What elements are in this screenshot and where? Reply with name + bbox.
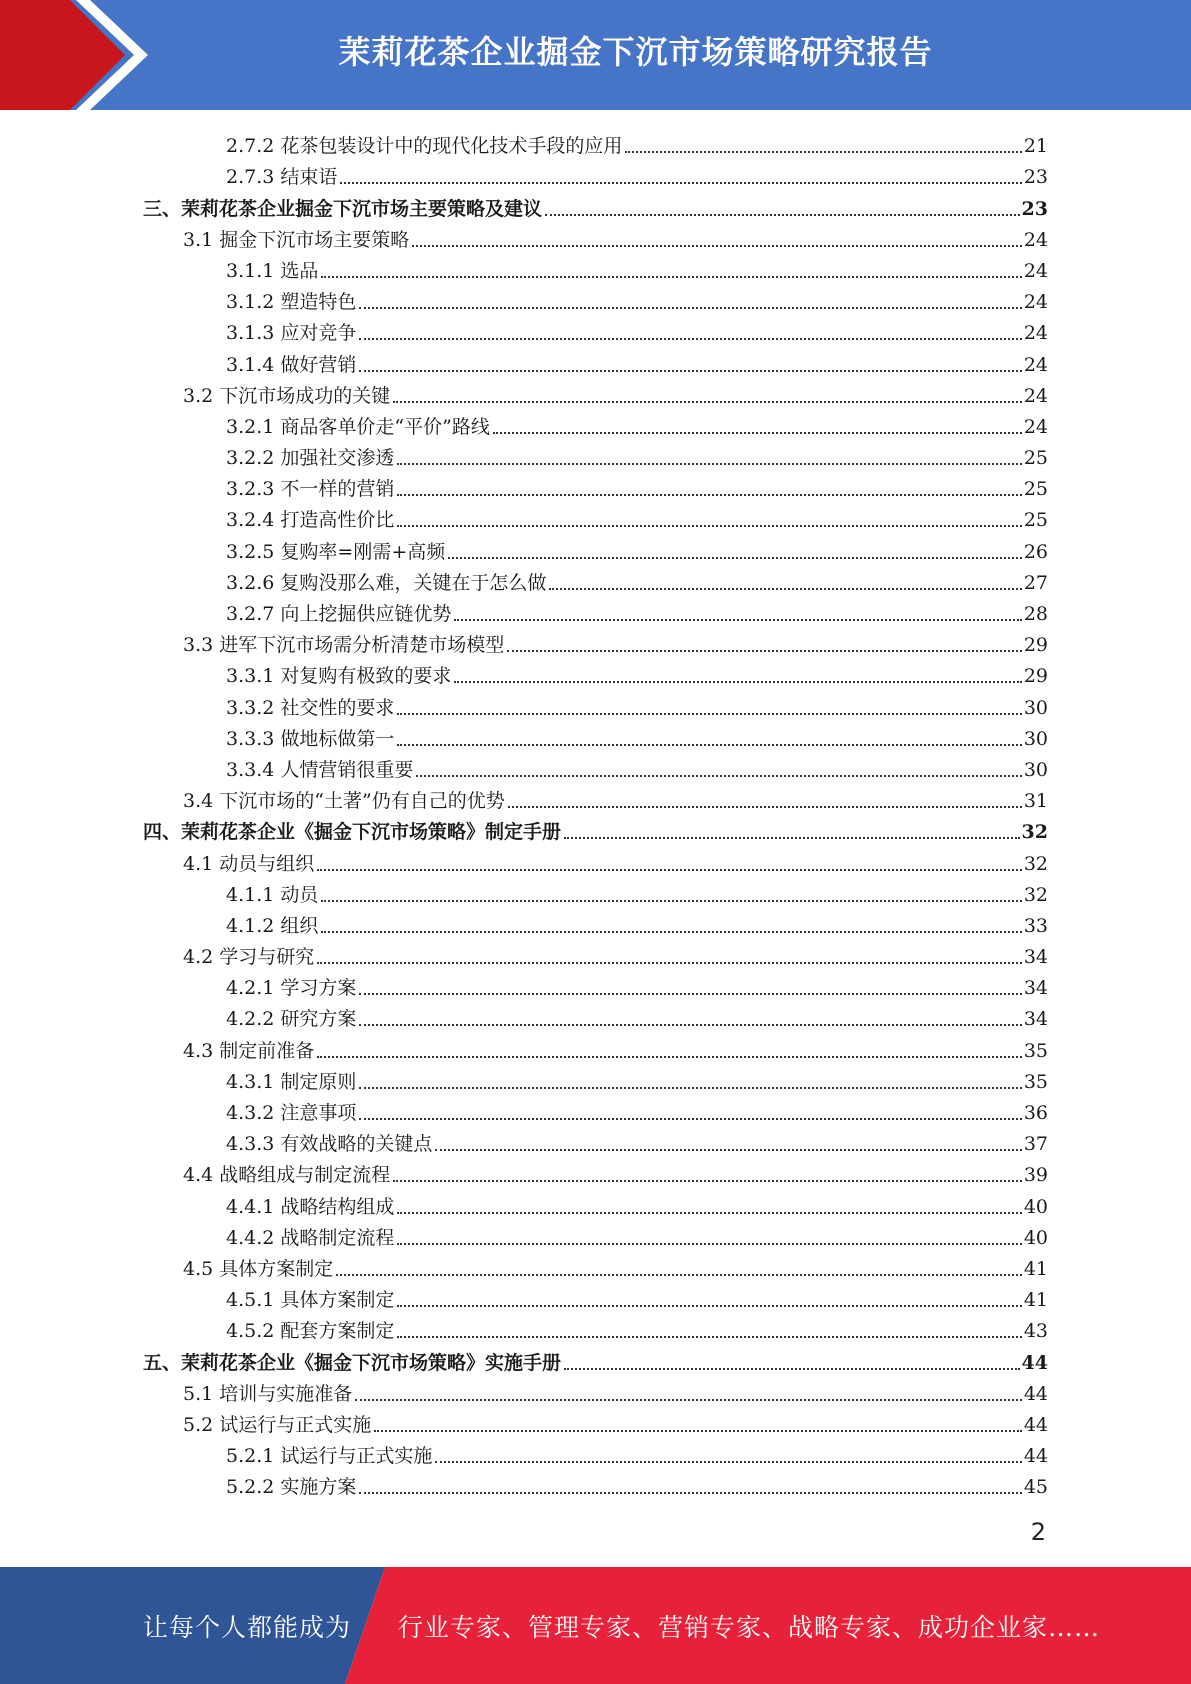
toc-entry-title: 试运行与正式实施 [280,1445,433,1468]
toc-entry-number: 3.1.3 [226,322,275,345]
toc-entry-page: 25 [1023,509,1048,532]
toc-dot-leader [359,369,1021,372]
toc-entry[interactable] [143,1127,1048,1158]
toc-entry-number: 3.2.3 [226,478,275,501]
toc-entry-number: 3.3.4 [226,758,275,781]
toc-entry-number: 4.3.2 [226,1102,275,1124]
toc-entry-page: 25 [1023,447,1048,470]
toc-entry[interactable] [143,909,1048,940]
toc-dot-leader [397,524,1021,527]
toc-entry-label [183,631,504,659]
toc-entry-number: 5.2.2 [226,1476,275,1499]
toc-dot-leader [355,1398,1022,1401]
toc-entry[interactable] [143,1408,1048,1439]
toc-dot-leader [321,899,1021,902]
toc-entry-number: 3.2.5 [226,540,275,563]
toc-entry-label [226,1224,394,1252]
toc-entry-title: 社交性的要求 [280,696,395,719]
toc-entry-label [226,351,356,379]
footer-slogan-right: 行业专家、管理专家、营销专家、战略专家、成功企业家…… [398,1612,1101,1642]
toc-entry[interactable] [143,1314,1048,1345]
toc-entry-label [226,413,490,441]
toc-entry-page: 34 [1023,1008,1048,1031]
toc-dot-leader [454,680,1021,683]
toc-entry-page: 29 [1023,665,1048,688]
toc-dot-leader [374,1429,1022,1432]
toc-entry-title: 下沉市场成功的关键 [219,384,391,407]
toc-entry-label [226,1068,356,1096]
report-title: 茉莉花茶企业掘金下沉市场策略研究报告 [338,33,933,71]
toc-entry-title: 试运行与正式实施 [219,1413,372,1436]
toc-entry-label [226,1193,394,1221]
toc-entry-label [226,662,451,690]
toc-entry-page: 37 [1023,1133,1048,1156]
toc-entry-title: 培训与实施准备 [219,1382,353,1405]
toc-entry-title: 注意事项 [280,1102,357,1124]
toc-entry-page: 40 [1023,1226,1048,1249]
toc-dot-leader [397,743,1021,746]
toc-entry-title: 具体方案制定 [280,1289,395,1312]
toc-entry[interactable] [143,566,1048,597]
toc-entry-title: 加强社交渗透 [280,447,395,470]
toc-entry-page: 41 [1023,1257,1048,1280]
table-of-contents [143,129,1048,1501]
toc-entry[interactable] [143,534,1048,565]
toc-entry[interactable] [143,690,1048,721]
toc-entry-label [226,1286,394,1314]
toc-entry[interactable] [143,1221,1048,1252]
toc-dot-leader [359,1086,1021,1089]
toc-entry-number: 4.3.1 [226,1070,275,1093]
toc-entry-number: 4.1.2 [226,914,275,937]
toc-entry-label [226,1473,356,1501]
toc-entry-label [183,943,314,971]
toc-dot-leader [359,337,1021,340]
toc-entry-page: 24 [1023,322,1048,345]
toc-entry[interactable] [143,1002,1048,1033]
toc-entry-number: 4.5 [183,1257,214,1280]
toc-entry-label [226,288,356,316]
toc-dot-leader [448,556,1022,559]
toc-dot-leader [508,805,1022,808]
toc-entry[interactable] [143,722,1048,753]
toc-entry-label [226,569,546,597]
toc-entry[interactable] [143,1033,1048,1064]
toc-entry-number: 5.2.1 [226,1445,275,1468]
toc-entry-label [183,850,314,878]
toc-dot-leader [359,1491,1021,1494]
toc-entry-label [183,1161,390,1189]
toc-entry-page: 32 [1023,852,1048,875]
toc-entry[interactable] [143,1189,1048,1220]
toc-entry-title: 战略制定流程 [280,1226,395,1249]
toc-entry-number: 3.1.4 [226,353,275,376]
toc-entry-number: 五、 [143,1351,182,1374]
toc-entry[interactable] [143,1158,1048,1189]
page-number: 2 [1030,1518,1046,1546]
toc-entry-title: 塑造特色 [280,291,357,314]
toc-entry-number: 4.5.2 [226,1320,275,1343]
toc-entry-number: 3.1 [183,228,214,251]
toc-entry-number: 四、 [143,821,182,844]
toc-entry[interactable] [143,441,1048,472]
toc-dot-leader [507,649,1022,652]
toc-entry-page: 27 [1023,571,1048,594]
toc-entry-label [226,974,356,1002]
toc-dot-leader [397,1242,1021,1245]
toc-entry-title: 对复购有极致的要求 [280,665,452,688]
toc-entry-page: 44 [1023,1382,1048,1405]
toc-dot-leader [625,150,1021,153]
toc-dot-leader [545,213,1020,216]
toc-entry[interactable] [143,191,1048,222]
toc-entry-page: 34 [1023,977,1048,1000]
toc-entry-label [143,1349,561,1377]
toc-entry[interactable] [143,971,1048,1002]
toc-entry-label [143,818,561,846]
toc-entry[interactable] [143,1345,1048,1376]
toc-entry-label [183,1255,333,1283]
toc-entry-number: 2.7.3 [226,166,275,189]
toc-entry-page: 33 [1023,914,1048,937]
toc-entry-title: 花茶包装设计中的现代化技术手段的应用 [280,135,623,158]
toc-entry-number: 3.2.4 [226,509,275,532]
toc-entry[interactable] [143,846,1048,877]
toc-entry-label [183,1380,352,1408]
toc-entry-page: 32 [1021,821,1048,844]
toc-entry[interactable] [143,1252,1048,1283]
toc-dot-leader [493,431,1022,434]
toc-entry-page: 28 [1023,603,1048,625]
toc-entry-number: 3.3 [183,634,214,657]
toc-dot-leader [549,587,1021,590]
toc-dot-leader [359,1023,1021,1026]
toc-entry-label [226,725,394,753]
toc-entry-number: 2.7.2 [226,135,275,158]
toc-entry-title: 实施方案 [280,1476,357,1499]
toc-entry[interactable] [143,1096,1048,1127]
toc-entry-number: 三、 [143,197,182,220]
toc-entry-label [226,1317,394,1345]
toc-dot-leader [397,712,1021,715]
toc-entry-title: 学习与研究 [219,946,315,969]
toc-entry-title: 茉莉花茶企业掘金下沉市场主要策略及建议 [181,197,543,220]
toc-entry-number: 3.3.3 [226,727,275,750]
toc-entry-title: 战略组成与制定流程 [219,1164,391,1187]
toc-dot-leader [317,868,1022,871]
toc-entry-label [226,538,445,566]
toc-entry-page: 35 [1023,1039,1048,1062]
toc-entry[interactable] [143,254,1048,285]
toc-entry-label [226,694,394,722]
toc-entry-label [226,1442,432,1470]
toc-entry-number: 4.3 [183,1039,214,1062]
toc-entry-page: 25 [1023,478,1048,501]
toc-entry-page: 43 [1023,1320,1048,1343]
toc-entry[interactable] [143,503,1048,534]
toc-entry[interactable] [143,472,1048,503]
toc-entry-number: 5.2 [183,1413,214,1436]
toc-entry-number: 3.3.1 [226,665,275,688]
toc-entry-number: 3.2.7 [226,603,275,625]
toc-entry-title: 动员与组织 [219,852,315,875]
toc-entry-number: 3.2.6 [226,571,275,594]
toc-entry-page: 24 [1023,384,1048,407]
toc-entry-title: 应对竞争 [280,322,357,345]
toc-entry[interactable] [143,379,1048,410]
toc-entry-title: 组织 [280,914,319,937]
toc-entry-label [226,1099,356,1127]
footer-slogan-left: 让每个人都能成为 [143,1612,352,1642]
toc-entry[interactable] [143,1283,1048,1314]
toc-entry-page: 34 [1023,946,1048,969]
toc-entry-title: 复购没那么难，关键在于怎么做 [280,571,547,594]
toc-dot-leader [317,961,1022,964]
toc-entry-title: 有效战略的关键点 [280,1133,433,1156]
toc-entry[interactable] [143,1439,1048,1470]
toc-entry-label [226,912,318,940]
toc-entry-page: 30 [1023,696,1048,719]
toc-entry-title: 不一样的营销 [280,478,395,501]
toc-entry-page: 35 [1023,1070,1048,1093]
toc-entry[interactable] [143,878,1048,909]
toc-entry-label [226,163,337,191]
toc-entry-number: 4.3.3 [226,1133,275,1156]
toc-dot-leader [435,1148,1021,1151]
toc-entry-title: 结束语 [280,166,338,189]
toc-entry-page: 44 [1023,1445,1048,1468]
toc-entry[interactable] [143,784,1048,815]
toc-entry-page: 24 [1023,291,1048,314]
toc-entry-number: 3.2.1 [226,415,275,438]
toc-entry-number: 4.1.1 [226,883,275,906]
toc-entry-title: 做地标做第一 [280,727,395,750]
toc-entry-label [226,444,394,472]
toc-entry-number: 4.4 [183,1164,214,1187]
toc-entry[interactable] [143,347,1048,378]
toc-entry-title: 人情营销很重要 [280,758,414,781]
toc-entry-number: 4.2 [183,946,214,969]
toc-dot-leader [435,1460,1021,1463]
toc-entry-label [183,1411,371,1439]
toc-entry-title: 战略结构组成 [280,1195,395,1218]
toc-entry-title: 制定前准备 [219,1039,315,1062]
toc-entry-label [183,787,505,815]
toc-entry[interactable] [143,316,1048,347]
toc-entry-page: 31 [1023,790,1048,813]
toc-entry-number: 4.4.1 [226,1195,275,1218]
toc-entry-page: 23 [1023,166,1048,189]
toc-entry[interactable] [143,940,1048,971]
toc-entry[interactable] [143,597,1048,628]
toc-dot-leader [412,244,1022,247]
toc-entry-number: 3.2 [183,384,214,407]
toc-dot-leader [397,1335,1021,1338]
toc-entry[interactable] [143,129,1048,160]
toc-entry-page: 21 [1023,135,1048,158]
toc-entry-page: 26 [1023,540,1048,563]
toc-entry-title: 向上挖掘供应链优势 [280,603,452,625]
toc-dot-leader [321,930,1021,933]
toc-entry-title: 进军下沉市场需分析清楚市场模型 [219,634,505,657]
toc-entry-number: 3.4 [183,790,214,813]
toc-entry[interactable] [143,1470,1048,1501]
toc-entry-label [143,195,542,223]
toc-entry-page: 24 [1023,228,1048,251]
toc-dot-leader [317,1055,1022,1058]
toc-entry-page: 39 [1023,1164,1048,1187]
toc-entry-title: 做好营销 [280,353,357,376]
toc-entry-page: 44 [1021,1351,1048,1374]
toc-entry-page: 36 [1023,1102,1048,1124]
toc-entry-number: 4.5.1 [226,1289,275,1312]
toc-dot-leader [321,275,1021,278]
page-footer [0,1567,1191,1684]
toc-entry-label [226,1005,356,1033]
toc-entry-page: 24 [1023,353,1048,376]
toc-entry-title: 研究方案 [280,1008,357,1031]
toc-entry-number: 3.3.2 [226,696,275,719]
toc-entry-title: 下沉市场的“土著”仍有自己的优势 [219,790,505,813]
toc-entry-title: 茉莉花茶企业《掘金下沉市场策略》实施手册 [181,1351,562,1374]
toc-entry-number: 3.1.2 [226,291,275,314]
toc-entry-title: 具体方案制定 [219,1257,334,1280]
toc-entry[interactable] [143,1377,1048,1408]
toc-entry-page: 41 [1023,1289,1048,1312]
toc-entry-title: 动员 [280,883,319,906]
toc-dot-leader [416,774,1021,777]
toc-entry-label [226,319,356,347]
toc-entry-title: 配套方案制定 [280,1320,395,1343]
toc-entry-label [226,756,413,784]
toc-entry-label [183,226,409,254]
toc-dot-leader [454,618,1021,621]
toc-entry-label [226,506,394,534]
toc-dot-leader [564,836,1020,839]
toc-dot-leader [397,462,1021,465]
toc-entry-label [226,600,451,628]
toc-entry-number: 4.2.2 [226,1008,275,1031]
toc-dot-leader [340,181,1021,184]
toc-entry-label [226,1130,432,1158]
page-header [0,0,1191,110]
toc-dot-leader [397,493,1021,496]
toc-entry[interactable] [143,659,1048,690]
toc-dot-leader [397,1211,1021,1214]
toc-entry-page: 24 [1023,415,1048,438]
toc-entry-title: 打造高性价比 [280,509,395,532]
toc-entry-page: 40 [1023,1195,1048,1218]
toc-entry-label [183,1037,314,1065]
toc-dot-leader [393,400,1022,403]
toc-entry-page: 44 [1023,1413,1048,1436]
toc-entry-page: 30 [1023,758,1048,781]
toc-entry-page: 45 [1023,1476,1048,1499]
toc-entry[interactable] [143,815,1048,846]
toc-entry-title: 茉莉花茶企业《掘金下沉市场策略》制定手册 [181,821,562,844]
toc-entry-title: 复购率=刚需+高频 [280,540,446,563]
toc-dot-leader [359,1117,1021,1120]
toc-entry-number: 4.4.2 [226,1226,275,1249]
toc-entry-page: 30 [1023,727,1048,750]
toc-entry-number: 3.2.2 [226,447,275,470]
toc-entry[interactable] [143,628,1048,659]
toc-entry-page: 23 [1021,197,1048,220]
toc-entry-title: 学习方案 [280,977,357,1000]
toc-entry[interactable] [143,285,1048,316]
toc-entry[interactable] [143,1065,1048,1096]
toc-entry[interactable] [143,160,1048,191]
toc-entry-label [226,475,394,503]
toc-entry-title: 掘金下沉市场主要策略 [219,228,410,251]
toc-dot-leader [359,992,1021,995]
toc-entry-number: 5.1 [183,1382,214,1405]
toc-entry-title: 商品客单价走“平价”路线 [280,415,490,438]
toc-dot-leader [397,1304,1021,1307]
toc-entry-number: 4.1 [183,852,214,875]
toc-entry-label [183,382,390,410]
toc-entry-page: 32 [1023,883,1048,906]
toc-entry-page: 24 [1023,259,1048,282]
toc-entry-label [226,881,318,909]
toc-entry[interactable] [143,410,1048,441]
toc-entry-label [226,257,318,285]
toc-dot-leader [359,306,1021,309]
toc-dot-leader [336,1273,1022,1276]
toc-entry-label [226,132,622,160]
toc-entry-number: 4.2.1 [226,977,275,1000]
toc-dot-leader [393,1179,1022,1182]
toc-entry[interactable] [143,223,1048,254]
toc-entry-page: 29 [1023,634,1048,657]
toc-entry-number: 3.1.1 [226,259,275,282]
toc-entry-title: 制定原则 [280,1070,357,1093]
toc-dot-leader [564,1367,1020,1370]
toc-entry[interactable] [143,753,1048,784]
toc-entry-title: 选品 [280,259,319,282]
